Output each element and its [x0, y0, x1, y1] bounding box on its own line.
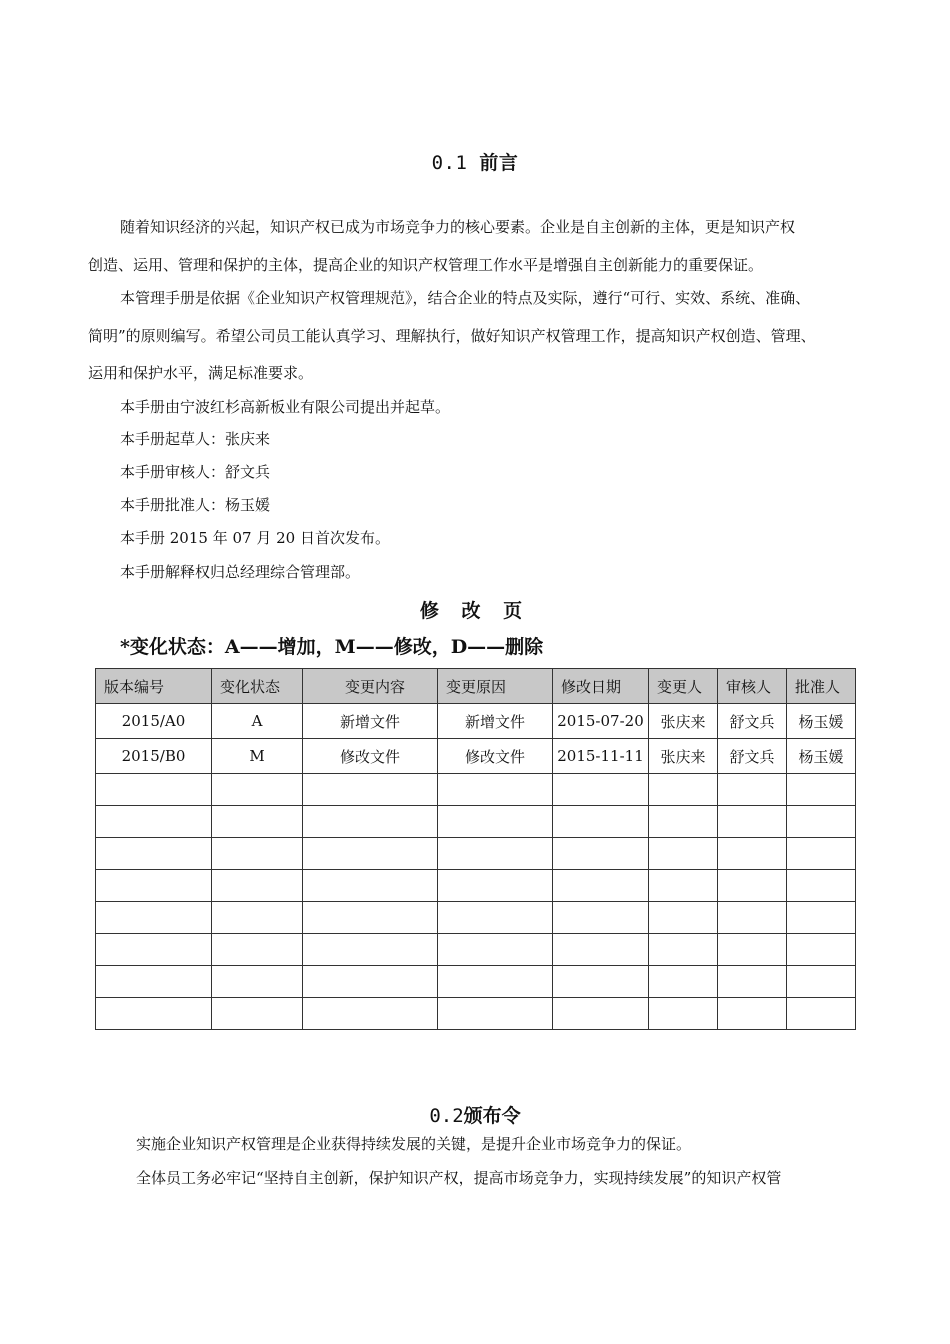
decree-line-2: 全体员工务必牢记“坚持自主创新，保护知识产权，提高市场竞争力，实现持续发展”的知识产权管	[136, 1169, 782, 1187]
preface-title: 前言	[479, 152, 519, 174]
preface-paragraph-2-line-2: 简明”的原则编写。希望公司员工能认真学习、理解执行，做好知识产权管理工作，提高知识产权创造、管理、	[88, 327, 816, 345]
cell-date: 2015-07-20	[553, 704, 649, 739]
cell-status: M	[212, 739, 303, 774]
preface-heading	[0, 148, 950, 175]
cell-reason: 修改文件	[438, 739, 553, 774]
cell-content: 新增文件	[303, 704, 438, 739]
empty-table-row	[96, 806, 856, 838]
cell-reviewed-by: 舒文兵	[718, 704, 787, 739]
empty-table-row	[96, 870, 856, 902]
preface-number: 0.1	[431, 152, 468, 174]
preface-paragraph-2-line-3: 运用和保护水平，满足标准要求。	[88, 364, 314, 382]
empty-table-row	[96, 998, 856, 1030]
empty-table-row	[96, 934, 856, 966]
preface-paragraph-1-line-1: 随着知识经济的兴起，知识产权已成为市场竞争力的核心要素。企业是自主创新的主体，更是知识产权	[120, 218, 796, 236]
decree-title: 颁布令	[463, 1105, 521, 1127]
revision-page-title: 修 改 页	[419, 600, 531, 622]
cell-reason: 新增文件	[438, 704, 553, 739]
empty-table-row	[96, 774, 856, 806]
cell-approved-by: 杨玉媛	[787, 704, 856, 739]
preface-line-reviewer: 本手册审核人：舒文兵	[120, 463, 271, 481]
empty-table-row	[96, 838, 856, 870]
header-reviewed-by: 审核人	[718, 669, 787, 704]
empty-table-row	[96, 902, 856, 934]
header-change-reason: 变更原因	[438, 669, 553, 704]
decree-line-1: 实施企业知识产权管理是企业获得持续发展的关键，是提升企业市场竞争力的保证。	[136, 1135, 692, 1153]
header-change-content: 变更内容	[303, 669, 438, 704]
cell-content: 修改文件	[303, 739, 438, 774]
status-legend: *变化状态：A——增加，M——修改，D——删除	[120, 636, 544, 658]
table-row	[96, 739, 856, 774]
cell-status: A	[212, 704, 303, 739]
preface-line-release-date: 本手册 2015 年 07 月 20 日首次发布。	[120, 529, 390, 547]
preface-paragraph-2-line-1: 本管理手册是依据《企业知识产权管理规范》，结合企业的特点及实际，遵行“可行、实效、系统、准确、	[120, 289, 811, 307]
decree-number: 0.2	[429, 1105, 464, 1127]
cell-version: 2015/A0	[96, 704, 212, 739]
cell-approved-by: 杨玉媛	[787, 739, 856, 774]
header-version: 版本编号	[96, 669, 212, 704]
revision-table-header-row	[96, 669, 856, 704]
cell-changed-by: 张庆来	[649, 704, 718, 739]
header-change-status: 变化状态	[212, 669, 303, 704]
header-approved-by: 批准人	[787, 669, 856, 704]
revision-table	[95, 668, 856, 1030]
cell-reviewed-by: 舒文兵	[718, 739, 787, 774]
cell-date: 2015-11-11	[553, 739, 649, 774]
cell-version: 2015/B0	[96, 739, 212, 774]
header-changed-by: 变更人	[649, 669, 718, 704]
cell-changed-by: 张庆来	[649, 739, 718, 774]
empty-table-row	[96, 966, 856, 998]
decree-heading	[0, 1101, 950, 1128]
header-modify-date: 修改日期	[553, 669, 649, 704]
table-row	[96, 704, 856, 739]
preface-line-drafter: 本手册起草人：张庆来	[120, 430, 271, 448]
preface-line-drafted-by-company: 本手册由宁波红杉高新板业有限公司提出并起草。	[120, 398, 451, 416]
preface-line-approver: 本手册批准人：杨玉媛	[120, 496, 271, 514]
preface-paragraph-1-line-2: 创造、运用、管理和保护的主体，提高企业的知识产权管理工作水平是增强自主创新能力的重要保证。	[88, 256, 764, 274]
preface-line-interpretation: 本手册解释权归总经理综合管理部。	[120, 563, 361, 581]
